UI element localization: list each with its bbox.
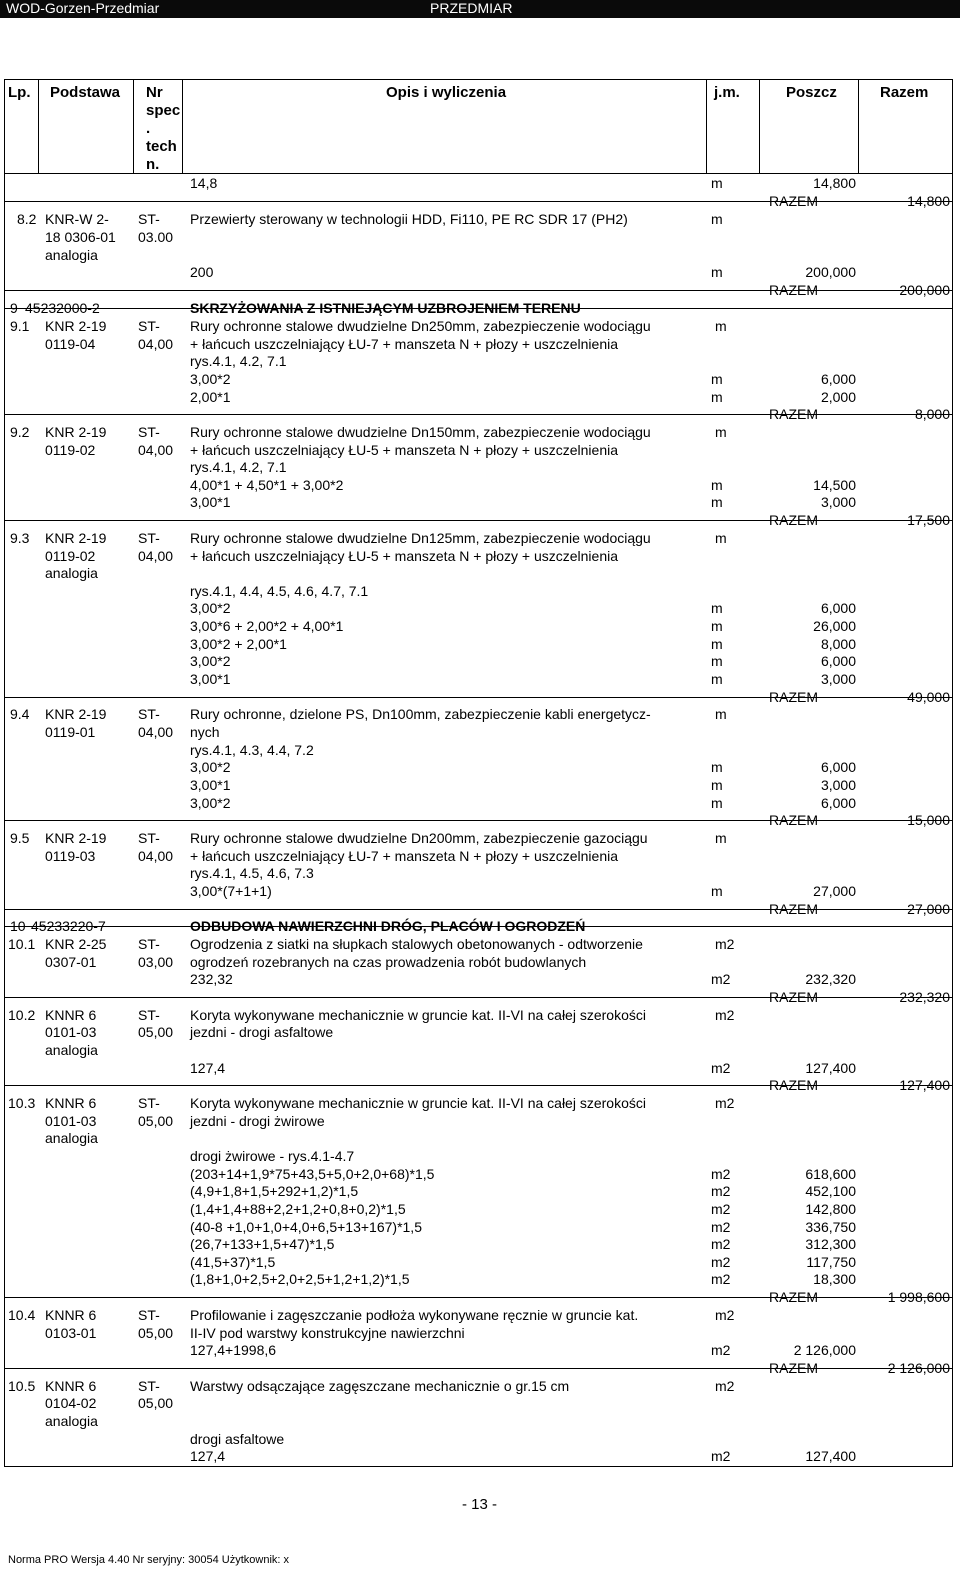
table-cell: 232,32 (190, 971, 233, 987)
table-cell: ST- (138, 318, 160, 334)
razem-label: RAZEM (769, 1289, 818, 1305)
table-cell: 0119-04 (45, 336, 96, 352)
table-cell: 8,000 (914, 406, 950, 422)
table-cell: 0119-03 (45, 848, 96, 864)
table-cell: jezdni - drogi żwirowe (190, 1113, 325, 1129)
table-cell: 18,300 (813, 1271, 856, 1287)
table-cell: m (711, 600, 723, 616)
table-cell: m2 (711, 1060, 731, 1076)
table-cell: m (711, 389, 723, 405)
table-cell: 9.5 (10, 830, 30, 846)
table-cell: 3,00*1 (190, 671, 231, 687)
table-cell: 127,4 (190, 1060, 226, 1076)
title-bar (0, 0, 960, 18)
table-cell: SKRZYŻOWANIA Z ISTNIEJĄCYM UZBROJENIEM TERENU (190, 300, 581, 316)
table-cell: 3,00*1 (190, 494, 231, 510)
header-nr-spec-line3: . (146, 120, 151, 137)
table-cell: 45233220-7 (31, 918, 106, 934)
header-poszcz: Poszcz (786, 84, 837, 101)
razem-label: RAZEM (769, 989, 818, 1005)
table-cell: m (711, 264, 723, 280)
table-cell: 2 126,000 (793, 1342, 856, 1358)
table-cell: ST- (138, 830, 160, 846)
table-cell: 3,00*1 (190, 777, 231, 793)
razem-label: RAZEM (769, 1360, 818, 1376)
table-cell: 127,4+1998,6 (190, 1342, 277, 1358)
table-cell: 232,320 (899, 989, 950, 1005)
table-cell: 0307-01 (45, 954, 97, 970)
table-cell: (40-8 +1,0+1,0+4,0+6,5+13+167)*1,5 (190, 1219, 422, 1235)
table-cell: m (715, 424, 727, 440)
table-cell: 3,00*2 (190, 795, 231, 811)
table-cell: 3,00*2 (190, 371, 231, 387)
table-cell: drogi żwirowe - rys.4.1-4.7 (190, 1148, 355, 1164)
table-cell: 10.3 (8, 1095, 36, 1111)
table-cell: nych (190, 724, 220, 740)
razem-label: RAZEM (769, 512, 818, 528)
table-cell: ST- (138, 530, 160, 546)
table-cell: 3,00*2 (190, 600, 231, 616)
table-cell: Przewierty sterowany w technologii HDD, Fi110, PE RC SDR 17 (PH2) (190, 211, 628, 227)
table-cell: 9.2 (10, 424, 30, 440)
table-cell: Rury ochronne, dzielone PS, Dn100mm, zabezpieczenie kabli energetycz- (190, 706, 651, 722)
table-cell: (203+14+1,9*75+43,5+5,0+2,0+68)*1,5 (190, 1166, 435, 1182)
table-cell: KNNR 6 (45, 1378, 97, 1394)
table-cell: 0103-01 (45, 1325, 97, 1341)
header-razem: Razem (880, 84, 929, 101)
table-cell: KNR-W 2- (45, 211, 109, 227)
table-cell: 10.1 (8, 936, 36, 952)
table-cell: Rury ochronne stalowe dwudzielne Dn125mm, zabezpieczenie wodociągu (190, 530, 651, 546)
table-cell: 04,00 (138, 336, 174, 352)
header-column-divider (133, 79, 134, 173)
table-cell: 9.3 (10, 530, 30, 546)
table-cell: m2 (711, 1236, 731, 1252)
table-cell: 3,00*(7+1+1) (190, 883, 272, 899)
table-cell: KNR 2-19 (45, 530, 107, 546)
table-cell: 0119-02 (45, 548, 96, 564)
table-cell: rys.4.1, 4.2, 7.1 (190, 459, 287, 475)
table-cell: 14,500 (813, 477, 856, 493)
table-cell: 0104-02 (45, 1395, 97, 1411)
table-cell: 3,00*6 + 2,00*2 + 4,00*1 (190, 618, 344, 634)
table-cell: 232,320 (805, 971, 856, 987)
table-cell: 3,00*2 (190, 759, 231, 775)
table-cell: 6,000 (820, 371, 856, 387)
table-cell: 03,00 (138, 954, 174, 970)
table-cell: m2 (711, 1448, 731, 1464)
table-cell: m (711, 477, 723, 493)
table-cell: 0119-02 (45, 442, 96, 458)
table-cell: drogi asfaltowe (190, 1431, 285, 1447)
table-cell: m (711, 653, 723, 669)
table-cell: 04,00 (138, 442, 174, 458)
header-nr-spec-line5: n. (146, 156, 160, 173)
razem-label: RAZEM (769, 812, 818, 828)
table-cell: 8,000 (820, 636, 856, 652)
table-cell: m2 (715, 1007, 735, 1023)
page-number: - 13 - (462, 1496, 498, 1513)
table-cell: 2,00*1 (190, 389, 231, 405)
table-cell: KNR 2-25 (45, 936, 107, 952)
table-cell: ST- (138, 424, 160, 440)
table-cell: 142,800 (805, 1201, 856, 1217)
table-cell: m2 (715, 936, 735, 952)
table-cell: 04,00 (138, 724, 174, 740)
table-cell: Ogrodzenia z siatki na słupkach stalowych obetonowanych - odtworzenie (190, 936, 643, 952)
table-cell: 6,000 (820, 653, 856, 669)
table-cell: ST- (138, 1007, 160, 1023)
table-cell: 9 (10, 300, 18, 316)
table-cell: analogia (45, 565, 98, 581)
table-cell: (1,4+1,4+88+2,2+1,2+0,8+0,2)*1,5 (190, 1201, 406, 1217)
table-cell: m2 (715, 1307, 735, 1323)
table-cell: 6,000 (820, 795, 856, 811)
table-cell: m (715, 530, 727, 546)
software-footer: Norma PRO Wersja 4.40 Nr seryjny: 30054 Użytkownik: x (8, 1554, 289, 1566)
table-cell: 27,000 (907, 901, 950, 917)
table-cell: 2 126,000 (887, 1360, 950, 1376)
table-cell: Profilowanie i zagęszczanie podłoża wykonywane ręcznie w gruncie kat. (190, 1307, 639, 1323)
table-cell: rys.4.1, 4.3, 4.4, 7.2 (190, 742, 314, 758)
header-opis: Opis i wyliczenia (386, 84, 507, 101)
table-cell: m2 (711, 1219, 731, 1235)
table-cell: m (711, 175, 723, 191)
table-cell: rys.4.1, 4.4, 4.5, 4.6, 4.7, 7.1 (190, 583, 369, 599)
header-column-divider (858, 79, 859, 173)
table-cell: m2 (711, 971, 731, 987)
header-nr-spec-line4: tech (146, 138, 177, 155)
table-cell: 4,00*1 + 4,50*1 + 3,00*2 (190, 477, 344, 493)
table-cell: 0101-03 (45, 1024, 97, 1040)
table-cell: ST- (138, 211, 160, 227)
header-podstawa: Podstawa (50, 84, 121, 101)
table-cell: 127,400 (899, 1077, 950, 1093)
table-cell: 3,00*2 (190, 653, 231, 669)
table-cell: 8.2 (17, 211, 37, 227)
table-cell: m (711, 371, 723, 387)
table-cell: 127,4 (190, 1448, 226, 1464)
document-name: WOD-Gorzen-Przedmiar (6, 0, 160, 16)
table-cell: m (711, 211, 723, 227)
table-cell: m2 (711, 1254, 731, 1270)
table-cell: (41,5+37)*1,5 (190, 1254, 276, 1270)
table-cell: ogrodzeń rozebranych na czas prowadzenia robót budowlanych (190, 954, 587, 970)
table-cell: m (711, 618, 723, 634)
table-cell: m2 (715, 1378, 735, 1394)
table-cell: 17,500 (907, 512, 950, 528)
razem-label: RAZEM (769, 1077, 818, 1093)
table-cell: m (711, 494, 723, 510)
header-column-divider (706, 79, 707, 173)
table-cell: KNR 2-19 (45, 424, 107, 440)
table-cell: KNNR 6 (45, 1095, 97, 1111)
table-cell: 03.00 (138, 229, 174, 245)
table-cell: m (715, 830, 727, 846)
table-cell: 05,00 (138, 1395, 174, 1411)
table-cell: m2 (715, 1095, 735, 1111)
header-lp: Lp. (8, 84, 31, 101)
table-cell: m (711, 671, 723, 687)
document-type: PRZEDMIAR (430, 0, 513, 16)
table-cell: KNR 2-19 (45, 318, 107, 334)
header-nr-spec-line1: Nr (146, 84, 163, 101)
razem-label: RAZEM (769, 901, 818, 917)
table-cell: 200,000 (899, 282, 950, 298)
razem-label: RAZEM (769, 193, 818, 209)
table-cell: ST- (138, 936, 160, 952)
table-cell: KNR 2-19 (45, 706, 107, 722)
table-cell: ST- (138, 1095, 160, 1111)
table-cell: 0101-03 (45, 1113, 97, 1129)
table-cell: 127,400 (805, 1448, 856, 1464)
table-cell: analogia (45, 1042, 98, 1058)
table-cell: 14,8 (190, 175, 218, 191)
table-cell: Koryta wykonywane mechanicznie w gruncie kat. II-VI na całej szerokości (190, 1095, 646, 1111)
table-cell: 618,600 (805, 1166, 856, 1182)
table-cell: + łańcuch uszczelniający ŁU-7 + manszeta N + płozy + uszczelnienia (190, 848, 618, 864)
table-cell: ODBUDOWA NAWIERZCHNI DRÓG, PLACÓW I OGRODZEŃ (190, 918, 586, 934)
table-cell: rys.4.1, 4.5, 4.6, 7.3 (190, 865, 314, 881)
table-cell: Koryta wykonywane mechanicznie w gruncie kat. II-VI na całej szerokości (190, 1007, 646, 1023)
table-cell: 49,000 (907, 689, 950, 705)
table-cell: Rury ochronne stalowe dwudzielne Dn150mm, zabezpieczenie wodociągu (190, 424, 651, 440)
table-cell: m (711, 883, 723, 899)
table-cell: 9.4 (10, 706, 30, 722)
table-cell: 05,00 (138, 1325, 174, 1341)
table-cell: 45232000-2 (25, 300, 100, 316)
table-cell: 3,000 (820, 671, 856, 687)
table-cell: II-IV pod warstwy konstrukcyjne nawierzchni (190, 1325, 465, 1341)
table-cell: Rury ochronne stalowe dwudzielne Dn200mm, zabezpieczenie gazociągu (190, 830, 648, 846)
table-cell: 10 (10, 918, 26, 934)
table-cell: m (711, 795, 723, 811)
table-cell: (4,9+1,8+1,5+292+1,2)*1,5 (190, 1183, 359, 1199)
table-cell: 200,000 (805, 264, 856, 280)
table-cell: 1 998,600 (887, 1289, 950, 1305)
table-cell: m (715, 318, 727, 334)
razem-label: RAZEM (769, 689, 818, 705)
table-cell: ST- (138, 1307, 160, 1323)
table-cell: m2 (711, 1342, 731, 1358)
table-cell: m (711, 636, 723, 652)
header-divider (4, 173, 953, 174)
header-column-divider (182, 79, 183, 173)
table-cell: 14,800 (813, 175, 856, 191)
table-cell: 3,00*2 + 2,00*1 (190, 636, 287, 652)
table-cell: (26,7+133+1,5+47)*1,5 (190, 1236, 335, 1252)
table-cell: 452,100 (805, 1183, 856, 1199)
table-cell: 6,000 (820, 759, 856, 775)
table-cell: KNR 2-19 (45, 830, 107, 846)
table-cell: 10.4 (8, 1307, 36, 1323)
table-cell: m (715, 706, 727, 722)
table-cell: 18 0306-01 (45, 229, 116, 245)
table-cell: 117,750 (806, 1254, 856, 1270)
header-jm: j.m. (714, 84, 740, 101)
table-cell: (1,8+1,0+2,5+2,0+2,5+1,2+1,2)*1,5 (190, 1271, 410, 1287)
table-cell: ST- (138, 706, 160, 722)
table-cell: 3,000 (820, 494, 856, 510)
table-cell: 27,000 (813, 883, 856, 899)
table-cell: KNNR 6 (45, 1007, 97, 1023)
table-cell: Rury ochronne stalowe dwudzielne Dn250mm, zabezpieczenie wodociągu (190, 318, 651, 334)
table-cell: m2 (711, 1166, 731, 1182)
table-cell: 9.1 (10, 318, 30, 334)
table-cell: + łańcuch uszczelniający ŁU-5 + manszeta N + płozy + uszczelnienia (190, 548, 618, 564)
table-cell: rys.4.1, 4.2, 7.1 (190, 353, 287, 369)
table-cell: 05,00 (138, 1113, 174, 1129)
table-cell: jezdni - drogi asfaltowe (190, 1024, 334, 1040)
razem-label: RAZEM (769, 406, 818, 422)
table-cell: + łańcuch uszczelniający ŁU-7 + manszeta N + płozy + uszczelnienia (190, 336, 618, 352)
table-cell: m (711, 777, 723, 793)
table-cell: 336,750 (805, 1219, 856, 1235)
table-cell: 26,000 (813, 618, 856, 634)
table-cell: 0119-01 (45, 724, 96, 740)
table-cell: 200 (190, 264, 214, 280)
table-cell: 15,000 (907, 812, 950, 828)
table-cell: m2 (711, 1271, 731, 1287)
table-cell: 2,000 (820, 389, 856, 405)
table-cell: 05,00 (138, 1024, 174, 1040)
table-cell: Warstwy odsączające zagęszczane mechanicznie o gr.15 cm (190, 1378, 570, 1394)
table-cell: 6,000 (820, 600, 856, 616)
table-cell: 04,00 (138, 848, 174, 864)
table-cell: 14,800 (907, 193, 950, 209)
table-cell: 10.5 (8, 1378, 36, 1394)
table-cell: ST- (138, 1378, 160, 1394)
table-cell: analogia (45, 247, 98, 263)
table-cell: 312,300 (805, 1236, 856, 1252)
table-cell: 04,00 (138, 548, 174, 564)
table-cell: 10.2 (8, 1007, 36, 1023)
table-cell: m2 (711, 1201, 731, 1217)
table-cell: 127,400 (805, 1060, 856, 1076)
table-cell: analogia (45, 1413, 98, 1429)
razem-label: RAZEM (769, 282, 818, 298)
table-cell: m (711, 759, 723, 775)
table-cell: KNNR 6 (45, 1307, 97, 1323)
table-cell: + łańcuch uszczelniający ŁU-5 + manszeta N + płozy + uszczelnienia (190, 442, 618, 458)
header-nr-spec-line2: spec (146, 102, 181, 119)
table-cell: analogia (45, 1130, 98, 1146)
header-column-divider (759, 79, 760, 173)
header-column-divider (38, 79, 39, 173)
table-cell: m2 (711, 1183, 731, 1199)
table-cell: 3,000 (820, 777, 856, 793)
